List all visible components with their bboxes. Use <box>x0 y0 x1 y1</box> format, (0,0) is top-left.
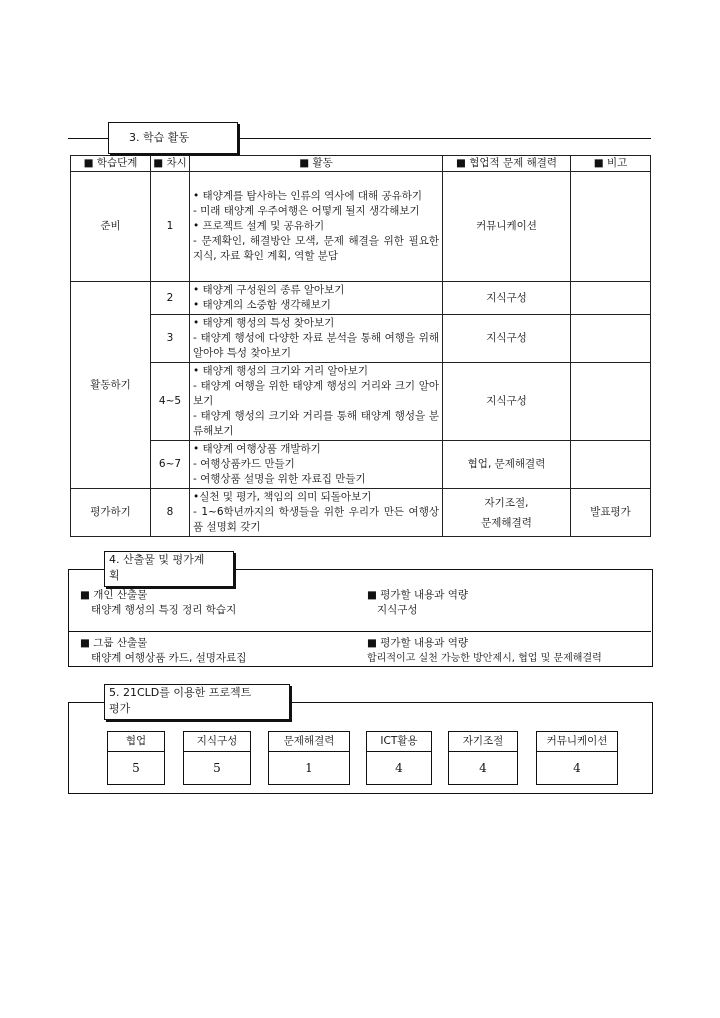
table-row <box>71 363 651 441</box>
activity-line: • 태양계를 탐사하는 인류의 역사에 대해 공유하기 <box>193 190 423 202</box>
note-cell <box>571 172 651 282</box>
section5-title-line2: 평가 <box>109 702 131 715</box>
group-eval-label: ■ 평가할 내용과 역량 <box>367 637 469 649</box>
competency-cell: 지식구성 <box>443 315 571 363</box>
note-cell <box>571 363 651 441</box>
header-activity: ■ 활동 <box>190 156 443 172</box>
section4-title <box>104 551 234 587</box>
activity-cell <box>190 172 443 282</box>
competency-cell: 지식구성 <box>443 282 571 315</box>
activity-line: • 태양계의 소중함 생각해보기 <box>193 299 331 311</box>
note-cell: 발표평가 <box>571 489 651 537</box>
cld-label: 문제해결력 <box>269 732 349 752</box>
section3-title: 3. 학습 활동 <box>108 122 238 154</box>
cld-item-communication <box>536 731 618 785</box>
competency-line: 문제해결력 <box>481 516 532 529</box>
section5-title-line1: 5. 21CLD를 이용한 프로젝트 <box>109 686 252 699</box>
activity-line: - 태양계 행성의 크기와 거리를 통해 태양계 행성을 분류해보기 <box>193 410 439 437</box>
note-cell <box>571 441 651 489</box>
section5-title <box>104 684 290 720</box>
cld-score: 4 <box>479 761 487 775</box>
cld-score: 1 <box>305 761 313 775</box>
section4-title-line2: 획 <box>109 569 120 582</box>
session-cell: 6~7 <box>151 441 190 489</box>
group-output-label: ■ 그룹 산출물 <box>80 637 148 649</box>
stage-cell: 준비 <box>71 172 151 282</box>
cld-item-collaboration <box>107 731 165 785</box>
cld-item-ict <box>366 731 432 785</box>
activity-line: • 태양계 구성원의 종류 알아보기 <box>193 284 345 296</box>
cld-score: 4 <box>395 761 403 775</box>
activity-line: • 태양계 행성의 크기와 거리 알아보기 <box>193 365 369 377</box>
cld-label: 커뮤니케이션 <box>537 732 617 752</box>
cld-item-knowledge <box>183 731 251 785</box>
header-stage: ■ 학습단계 <box>71 156 151 172</box>
cld-label: ICT활용 <box>367 732 431 752</box>
group-eval-value: 합리적이고 실천 가능한 방안제시, 협업 및 문제해결력 <box>367 653 602 664</box>
cld-score: 5 <box>213 761 221 775</box>
learning-activity-table <box>70 155 651 537</box>
activity-cell <box>190 282 443 315</box>
session-cell: 1 <box>151 172 190 282</box>
cld-score: 5 <box>132 761 140 775</box>
cld-item-problem-solving <box>268 731 350 785</box>
session-cell: 2 <box>151 282 190 315</box>
individual-output-label: ■ 개인 산출물 <box>80 589 148 601</box>
activity-line: - 여행상품카드 만들기 <box>193 458 295 470</box>
activity-line: - 미래 태양계 우주여행은 어떻게 될지 생각해보기 <box>193 205 420 217</box>
individual-eval-value: 지식구성 <box>377 604 418 616</box>
cld-label: 지식구성 <box>184 732 250 752</box>
stage-cell: 평가하기 <box>71 489 151 537</box>
group-output-value: 태양계 여행상품 카드, 설명자료집 <box>91 652 247 664</box>
activity-line: - 1~6학년까지의 학생들을 위한 우리가 만든 여행상품 설명회 갖기 <box>193 506 439 533</box>
activity-line: • 태양계 여행상품 개발하기 <box>193 443 321 455</box>
competency-cell <box>443 489 571 537</box>
competency-cell: 커뮤니케이션 <box>443 172 571 282</box>
table-row <box>71 489 651 537</box>
activity-line: - 여행상품 설명을 위한 자료집 만들기 <box>193 473 366 485</box>
activity-line: - 태양계 행성에 다양한 자료 분석을 통해 여행을 위해 알아야 특성 찾아보기 <box>193 332 439 359</box>
cld-item-self-regulation <box>448 731 518 785</box>
session-cell: 8 <box>151 489 190 537</box>
cld-label: 자기조절 <box>449 732 517 752</box>
stage-cell: 활동하기 <box>71 282 151 489</box>
header-session: ■ 차시 <box>151 156 190 172</box>
activity-cell <box>190 489 443 537</box>
table-row <box>71 172 651 282</box>
table-header-row <box>71 156 651 172</box>
competency-cell: 협업, 문제해결력 <box>443 441 571 489</box>
session-cell: 4~5 <box>151 363 190 441</box>
competency-cell: 지식구성 <box>443 363 571 441</box>
activity-line: • 프로젝트 설계 및 공유하기 <box>193 220 325 232</box>
section4-title-line1: 4. 산출물 및 평가계 <box>109 553 205 566</box>
table-row <box>71 315 651 363</box>
activity-line: - 문제확인, 해결방안 모색, 문제 해결을 위한 필요한 지식, 자료 확인 계획, 역할 분담 <box>193 235 439 262</box>
activity-line: - 태양계 여행을 위한 태양계 행성의 거리와 크기 알아보기 <box>193 380 439 407</box>
individual-output-value: 태양계 행성의 특징 정리 학습지 <box>91 604 237 616</box>
cld-label: 협업 <box>108 732 164 752</box>
competency-line: 자기조절, <box>484 496 529 509</box>
note-cell <box>571 282 651 315</box>
activity-line: •실천 및 평가, 책임의 의미 되돌아보기 <box>193 491 372 503</box>
individual-eval-label: ■ 평가할 내용과 역량 <box>367 589 469 601</box>
section4-divider <box>68 631 651 632</box>
header-note: ■ 비고 <box>571 156 651 172</box>
table-row <box>71 282 651 315</box>
activity-cell <box>190 315 443 363</box>
activity-cell <box>190 363 443 441</box>
cld-score: 4 <box>573 761 581 775</box>
header-competency: ■ 협업적 문제 해결력 <box>443 156 571 172</box>
table-row <box>71 441 651 489</box>
session-cell: 3 <box>151 315 190 363</box>
activity-cell <box>190 441 443 489</box>
note-cell <box>571 315 651 363</box>
activity-line: • 태양계 행성의 특성 찾아보기 <box>193 317 335 329</box>
